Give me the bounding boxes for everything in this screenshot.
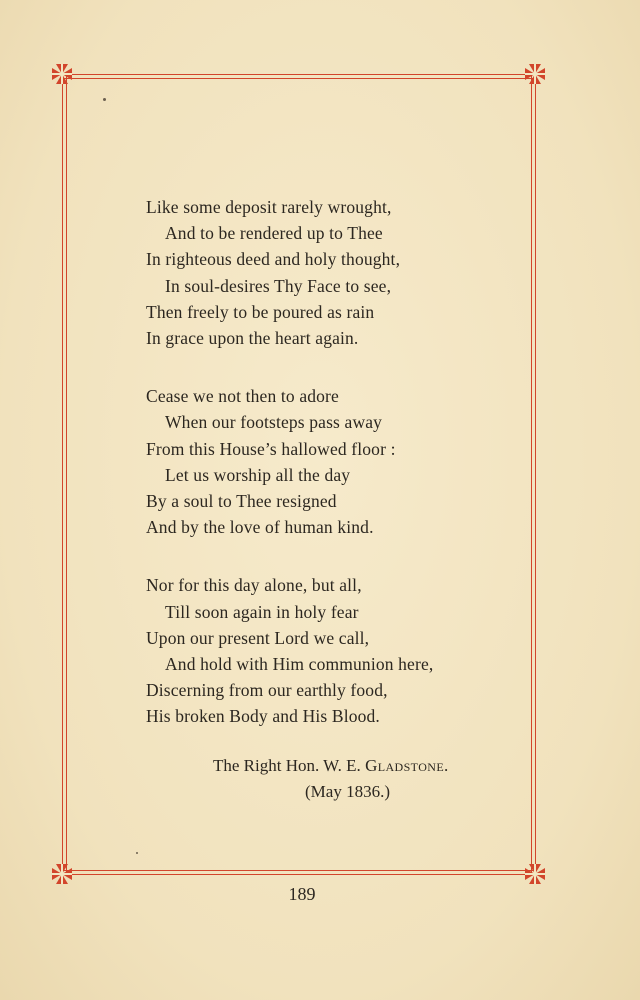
attribution	[213, 753, 513, 805]
poem-line: Upon our present Lord we call,	[146, 627, 370, 648]
poem-line: And to be rendered up to Thee	[165, 223, 383, 244]
poem-line: Discerning from our earthly food,	[146, 680, 388, 701]
poem-line: And by the love of human kind.	[146, 517, 374, 538]
poem-line: And hold with Him communion here,	[165, 654, 434, 675]
maltese-cross-icon	[524, 63, 546, 85]
border-top-inner-line	[62, 78, 536, 79]
poem-line: In soul-desires Thy Face to see,	[165, 275, 392, 296]
paper-speck	[136, 852, 138, 854]
border-right-line	[535, 74, 536, 874]
poem-line: Cease we not then to adore	[146, 386, 339, 407]
poem-date: (May 1836.)	[305, 782, 390, 801]
author-name	[213, 753, 513, 779]
border-left-line	[62, 74, 63, 874]
border-right-inner-line	[531, 74, 532, 874]
poem-line: In righteous deed and holy thought,	[146, 249, 401, 270]
maltese-cross-icon	[51, 863, 73, 885]
border-left-inner-line	[66, 74, 67, 874]
maltese-cross-icon	[51, 63, 73, 85]
stanza	[146, 572, 526, 729]
author-title: The Right Hon. W. E.	[213, 756, 366, 775]
page-number: 189	[288, 884, 316, 904]
poem-line: Till soon again in holy fear	[165, 601, 359, 622]
poem	[146, 194, 526, 730]
poem-line: In grace upon the heart again.	[146, 328, 359, 349]
poem-line: By a soul to Thee resigned	[146, 491, 337, 512]
border-top-line	[62, 74, 536, 75]
poem-line: Let us worship all the day	[165, 464, 351, 485]
poem-line: Like some deposit rarely wrought,	[146, 197, 392, 217]
poem-line: When our footsteps pass away	[165, 412, 383, 433]
poem-line: His broken Body and His Blood.	[146, 706, 380, 727]
paper-speck	[103, 98, 106, 101]
poem-line: Then freely to be poured as rain	[146, 301, 375, 322]
stanza	[146, 194, 526, 351]
poem-line: Nor for this day alone, but all,	[146, 575, 362, 596]
maltese-cross-icon	[524, 863, 546, 885]
poem-line: From this House’s hallowed floor :	[146, 438, 396, 459]
border-bottom-line	[62, 874, 536, 875]
border-bottom-inner-line	[62, 870, 536, 871]
author-surname: Gladstone.	[365, 756, 449, 775]
stanza	[146, 383, 526, 540]
